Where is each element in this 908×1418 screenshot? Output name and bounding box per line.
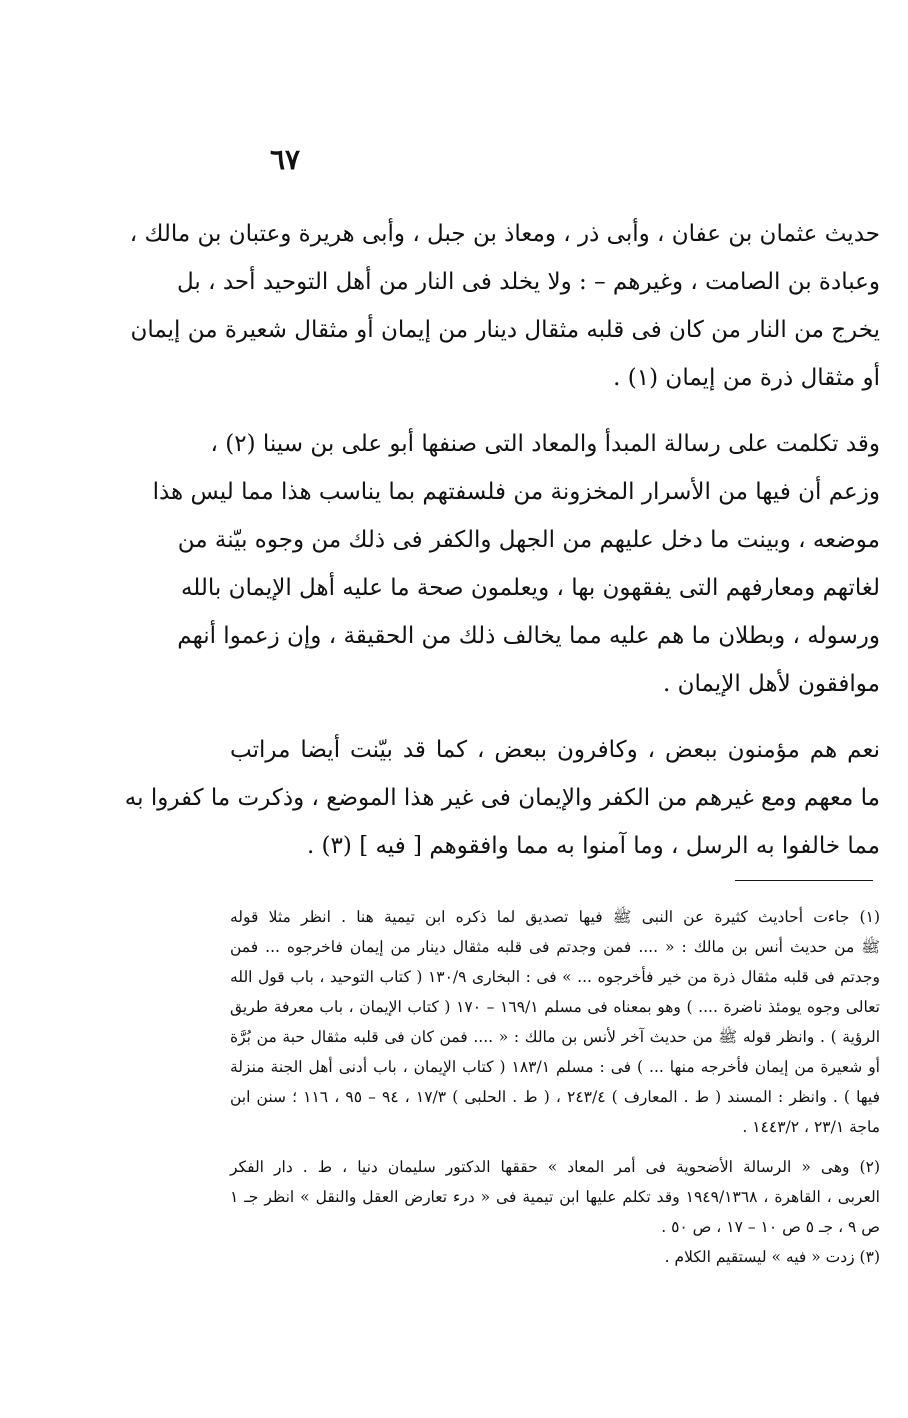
text-line: موافقون لأهل الإيمان .: [662, 671, 880, 697]
text-line: لغاتهم ومعارفهم التى يفقهون بها ، ويعلمون صحة ما عليه أهل الإيمان بالله: [180, 575, 880, 601]
footnote-spacer: [230, 1142, 880, 1152]
paragraph-2: [152, 420, 880, 708]
footnote-1: [230, 902, 880, 1142]
text-line: حديث عثمان بن عفان ، وأبى ذر ، ومعاذ بن جبل ، وأبى هريرة وعتبان بن مالك ،: [129, 221, 880, 247]
footnote-line: ماجة ٢٣/١ ، ١٤٤٣/٢ .: [742, 1118, 880, 1136]
text-line: نعم هم مؤمنون ببعض ، وكافرون ببعض ، كما قد بيّنت أيضا مراتب: [230, 737, 880, 763]
paragraph-spacer: [230, 708, 880, 726]
paragraph-1: [129, 210, 880, 402]
footnote-line: ﷺ من حديث أنس بن مالك : « .... فمن وجدتم فى قلبه مثقال دينار من إيمان فاخرجوه ... فمن: [230, 938, 880, 956]
footnote-2: [230, 1152, 880, 1242]
text-line: موضعه ، وبينت ما دخل عليهم من الجهل والكفر فى ذلك من وجوه بيّنة من: [177, 527, 880, 553]
text-line: أو مثقال ذرة من إيمان (١) .: [613, 365, 880, 391]
text-line: ورسوله ، وبطلان ما هم عليه مما يخالف ذلك من الحقيقة ، وإن زعموا أنهم: [177, 623, 880, 649]
footnote-line: تعالى وجوه يومئذ ناضرة .... ) وهو بمعناه فى مسلم ١٦٩/١ – ١٧٠ ( كتاب الإيمان ، باب معرفة طريق: [230, 998, 880, 1016]
text-line: وعبادة بن الصامت ، وغيرهم – : ولا يخلد فى النار من أهل التوحيد أحد ، بل: [176, 269, 880, 295]
page-number: ٦٧: [269, 143, 301, 176]
footnote-line: الرؤية ) . وانظر قوله ﷺ من حديث آخر لأنس بن مالك : « .... فمن كان فى قلبه مثقال حبة من بُرَّة: [230, 1028, 880, 1046]
footnote-line: وجدتم فى قلبه مثقال ذرة من خير فأخرجوه ... » فى : البخارى ١٣٠/٩ ( كتاب التوحيد ، باب قول الله: [230, 968, 881, 986]
footnote-line: أو شعيرة من إيمان فأخرجه منها ... ) فى : مسلم ١٨٣/١ ( كتاب الإيمان ، باب أدنى أهل الجنة منزلة: [230, 1058, 880, 1076]
footnote-line: (٣) زدت « فيه » ليستقيم الكلام .: [664, 1248, 880, 1266]
footnote-line: العربى ، القاهرة ، ١٩٤٩/١٣٦٨ وقد تكلم عليها ابن تيمية فى « درء تعارض العقل والنقل » انظر جـ ١: [230, 1188, 880, 1206]
main-text: [124, 210, 880, 870]
footnote-line: فيها ) . وانظر : المسند ( ط . المعارف ) ٢٤٣/٤ ، ( ط . الحلبى ) ١٧/٣ ، ٩٤ – ٩٥ ، ١١٦ ؛ سنن ابن: [230, 1088, 881, 1106]
footnote-line: (٢) وهى « الرسالة الأضحوية فى أمر المعاد » حققها الدكتور سليمان دنيا ، ط . دار الفكر: [230, 1158, 880, 1176]
footnote-line: ص ٩ ، جـ ٥ ص ١٠ – ١٧ ، ص ٥٠ .: [661, 1218, 880, 1236]
footnote-divider: [735, 880, 873, 881]
text-line: مما خالفوا به الرسل ، وما آمنوا به مما وافقوهم [ فيه ] (٣) .: [306, 833, 880, 859]
text-line: ما معهم ومع غيرهم من الكفر والإيمان فى غير هذا الموضع ، وذكرت ما كفروا به: [124, 785, 880, 811]
text-line: وقد تكلمت على رسالة المبدأ والمعاد التى صنفها أبو على بن سينا (٢) ،: [210, 431, 880, 457]
footnote-3: [230, 1242, 880, 1272]
paragraph-spacer: [230, 402, 880, 420]
text-line: وزعم أن فيها من الأسرار المخزونة من فلسفتهم بما يناسب هذا مما ليس هذا: [152, 479, 880, 505]
paragraph-3: [124, 726, 880, 870]
footnote-line: (١) جاءت أحاديث كثيرة عن النبى ﷺ فيها تصديق لما ذكره ابن تيمية هنا . انظر مثلا قوله: [230, 908, 880, 926]
footnotes: [230, 902, 880, 1272]
text-line: يخرج من النار من كان فى قلبه مثقال دينار من إيمان أو مثقال شعيرة من إيمان: [130, 317, 880, 343]
